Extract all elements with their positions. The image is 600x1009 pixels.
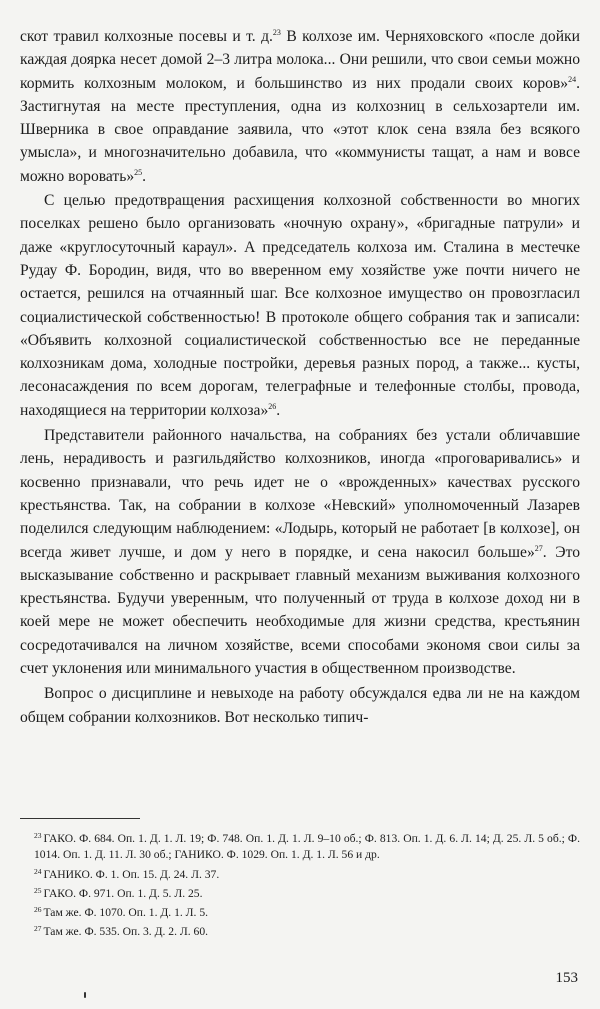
page-body [20,25,580,729]
footnote-number: 24 [34,866,42,876]
paragraph-3-text-a: Представители районного начальства, на собраниях без устали обличавшие лень, нерадивость и разгильдяйство колхозников, иногда «проговаривались» и косвенно признавали, что речь идет не о «врожденных» качествах русского крестьянства. Так, на собрании в колхозе «Невский» уполномоченный Лазарев поделился следующим наблюдением: «Лодырь, который не работает [в колхозе], он всегда живет лучше, и дом у него в порядке, и сена накосил больше» [20,427,580,561]
footnote-ref-27[interactable]: 27 [534,543,543,553]
footnote-text: ГАКО. Ф. 971. Оп. 1. Д. 5. Л. 25. [43,886,203,900]
footnote-text: Там же. Ф. 535. Оп. 3. Д. 2. Л. 60. [43,925,209,939]
footnote-number: 23 [34,831,42,840]
footnote-ref-23[interactable]: 23 [272,28,281,37]
footnote-24 [20,864,580,883]
footnote-number: 25 [34,885,42,895]
footnotes [20,828,580,941]
footnote-27 [20,921,580,940]
footnote-ref-26[interactable]: 26 [268,401,277,411]
footnote-ref-25[interactable]: 25 [134,167,143,177]
paragraph-3 [20,424,580,680]
paragraph-1-text-d: . [142,167,147,185]
paragraph-4 [20,682,580,729]
page-number: 153 [555,970,578,986]
footnote-text: Там же. Ф. 1070. Оп. 1. Д. 1. Л. 5. [43,906,209,920]
paragraph-2-text-a: С целью предотвращения расхищения колхозной собственности во многих поселках решено было организовать «ночную охрану», «бригадные патрули» и даже «круглосуточный караул». А председатель колхоза им. Сталина в местечке Рудау Ф. Бородин, видя, что во вверенном ему хозяйстве уже почти ничего не остается, решился на отчаянный шаг. Все колхозное имущество он провозгласил социалистической собственностью! В протоколе общего собрания так и записали: «Объявить колхозной социалистической собственностью все не переданные колхозникам дома, холодные постройки, деревья разных пород, а также... кусты, лесонасаждения по всем дорогам, телеграфные и телефонные столбы, провода, находящиеся на территории колхоза» [20,192,580,419]
footnote-23 [20,828,580,864]
paragraph-1-text-a: скот травил колхозные посевы и т. д. [20,28,273,45]
footnote-text: ГАКО. Ф. 684. Оп. 1. Д. 1. Л. 19; Ф. 748. Оп. 1. Д. 1. Л. 9–10 об.; Ф. 813. Оп. 1. Д. 6. Л. 14; Д. 25. Л. 5 об.; Ф. 1014. Оп. 1. Д. 11. Л. 30 об.; ГАНИКО. Ф. 1029. Оп. 1. Д. 1. Л. 56 и др. [34,832,580,862]
paragraph-3-text-b: . Это высказывание собственно и раскрывает главный механизм выживания колхозного крестьянства. Будучи уверенным, что полученный от труда в колхозе доход ни в коей мере не может обеспечить необходимые для жизни средства, крестьянин сосредотачивался на личном хозяйстве, всеми способами экономя свои силы за счет уклонения или минимального участия в общественном производстве. [20,543,580,678]
paragraph-4-text: Вопрос о дисциплине и невыходе на работу обсуждался едва ли не на каждом общем собрании колхозников. Вот несколько типич- [20,685,580,726]
footnote-divider [20,818,140,819]
paragraph-1-text-b: В колхозе им. Черняховского «после дойки каждая доярка несет домой 2–3 литра молока... Они решили, что свои семьи можно кормить колхозным молоком, и большинство из них продали своих коров» [20,28,580,92]
scan-speck [84,992,86,998]
footnote-text: ГАНИКО. Ф. 1. Оп. 15. Д. 24. Л. 37. [43,867,220,881]
footnote-ref-24[interactable]: 24 [568,74,577,84]
paragraph-1-text-c: . Застигнутая на месте преступления, одна из колхозниц в сельхозартели им. Шверника в свое оправдание заявила, что «этот клок сена взяла без всякого умысла», и многозначительно добавила, что «коммунисты тащат, а нам и вовсе можно воровать» [20,74,580,185]
paragraph-1 [20,25,580,188]
paragraph-2 [20,189,580,422]
footnote-26 [20,902,580,921]
footnote-25 [20,883,580,902]
footnote-number: 27 [34,924,42,934]
footnote-number: 26 [34,905,42,915]
paragraph-2-text-b: . [276,401,281,419]
